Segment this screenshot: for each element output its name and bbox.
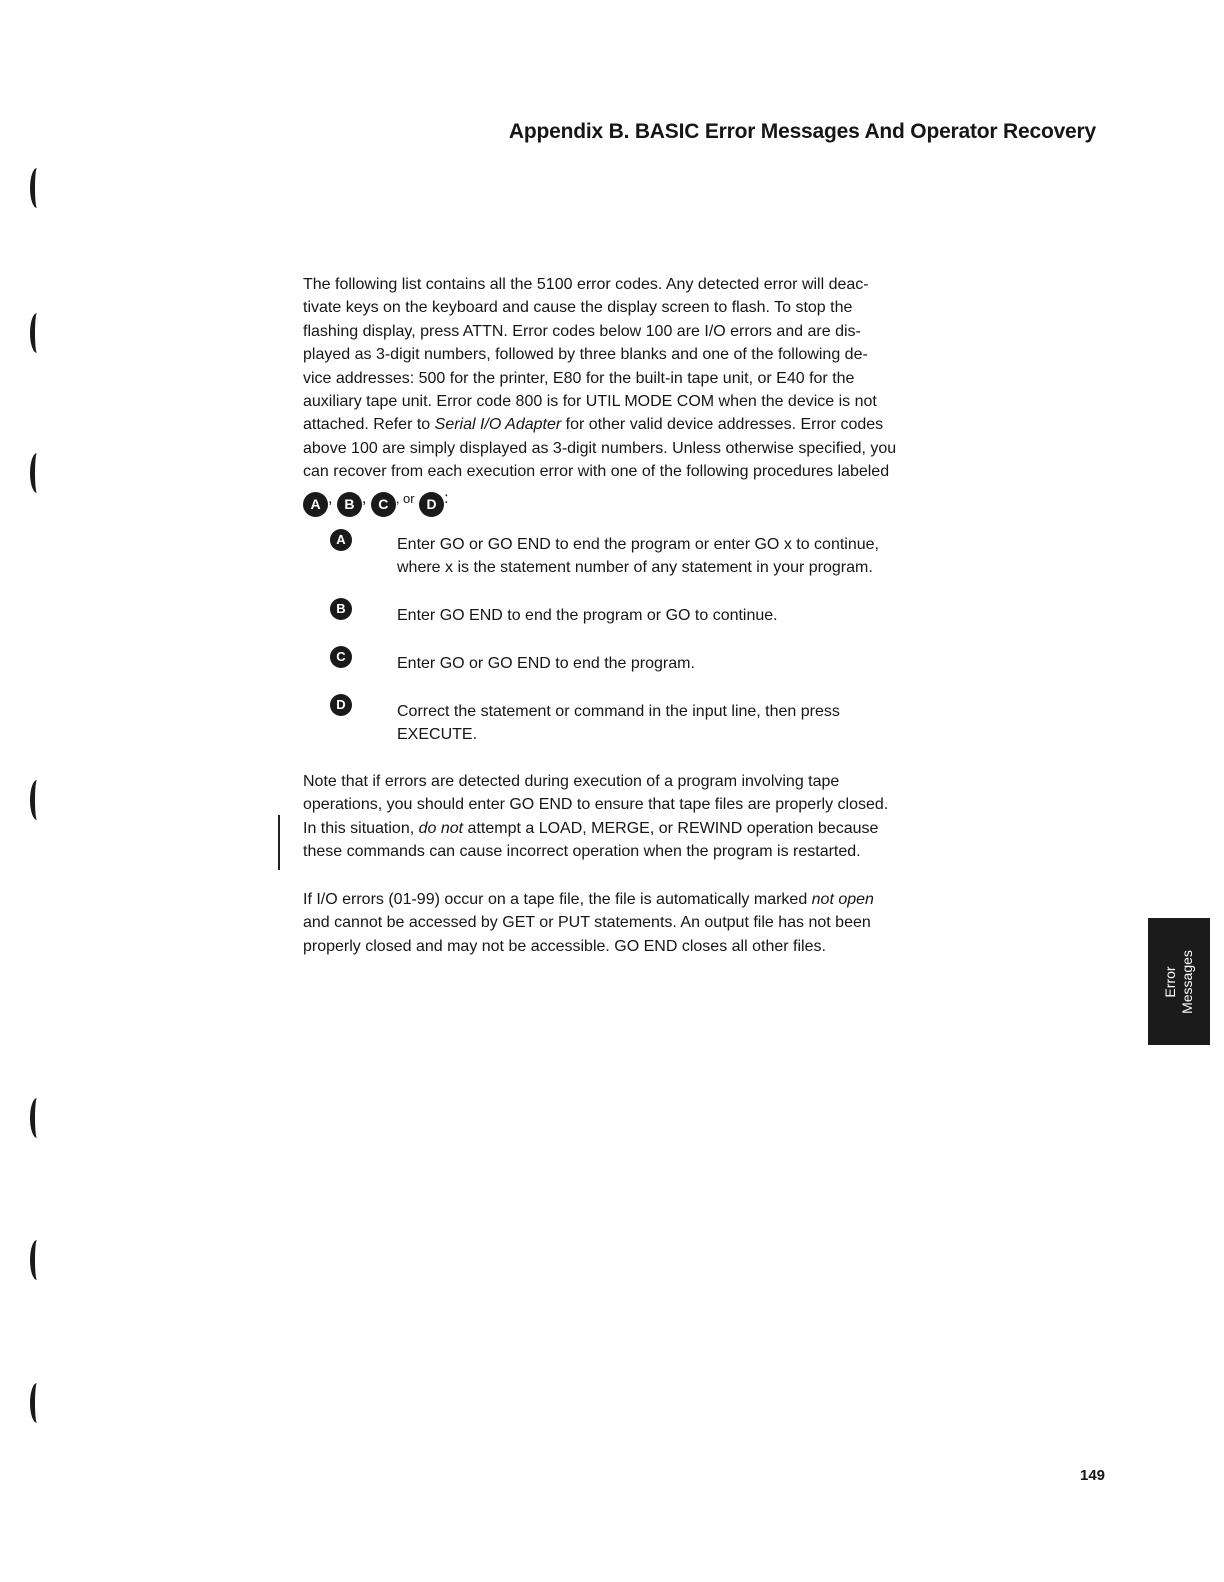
serial-io-adapter-reference: Serial I/O Adapter <box>434 416 562 434</box>
procedure-text <box>397 533 977 580</box>
procedure-line: EXECUTE. <box>397 726 478 744</box>
intro-line: auxiliary tape unit. Error code 800 is for UTIL MODE COM when the device is not <box>303 393 877 411</box>
io-text: If I/O errors (01-99) occur on a tape file, the file is automatically marked <box>303 891 812 908</box>
io-line: properly closed and may not be accessible. GO END closes all other files. <box>303 937 826 955</box>
note-line: Note that if errors are detected during execution of a program involving tape <box>303 773 840 790</box>
binding-mark <box>30 780 44 820</box>
intro-text: attached. Refer to <box>303 416 435 434</box>
intro-line: can recover from each execution error with one of the following procedures labeled <box>303 463 890 481</box>
intro-line: tivate keys on the keyboard and cause the display screen to flash. To stop the <box>303 299 853 317</box>
binding-mark <box>30 1240 44 1280</box>
procedure-labels-line <box>303 487 973 517</box>
section-tab <box>1148 918 1210 1045</box>
note-text: attempt a LOAD, MERGE, or REWIND operation because <box>463 819 879 837</box>
note-line <box>303 817 973 840</box>
note-line: operations, you should enter GO END to ensure that tape files are properly closed. <box>303 796 889 814</box>
do-not-emphasis: do not <box>418 819 464 837</box>
intro-paragraph <box>303 273 973 517</box>
io-line: and cannot be accessed by GET or PUT statements. An output file has not been <box>303 914 871 932</box>
separator: : <box>444 489 449 507</box>
intro-line: flashing display, press ATTN. Error codes below 100 are I/O errors and are dis- <box>303 322 861 340</box>
intro-line: played as 3-digit numbers, followed by three blanks and one of the following de- <box>303 346 868 364</box>
intro-line: vice addresses: 500 for the printer, E80 for the built-in tape unit, or E40 for the <box>303 369 855 387</box>
procedure-d-badge: D <box>330 694 352 716</box>
intro-text: for other valid device addresses. Error codes <box>561 416 884 434</box>
binding-mark <box>30 1383 44 1423</box>
note-text: In this situation, <box>303 819 419 837</box>
procedure-c-badge: C <box>330 646 352 668</box>
separator: , or <box>395 490 415 506</box>
intro-line: above 100 are simply displayed as 3-digit numbers. Unless otherwise specified, you <box>303 439 897 457</box>
binding-mark <box>30 1098 44 1138</box>
tape-note-paragraph <box>303 770 973 864</box>
intro-line <box>303 413 973 436</box>
procedure-line: Enter GO or GO END to end the program or enter GO x to continue, <box>397 536 879 553</box>
intro-line: The following list contains all the 5100 error codes. Any detected error will deac- <box>303 276 869 293</box>
procedure-line: Correct the statement or command in the input line, then press <box>397 703 840 720</box>
not-open-emphasis: not open <box>811 891 874 908</box>
page-title: Appendix B. BASIC Error Messages And Operator Recovery <box>508 120 1096 143</box>
label-d-badge: D <box>419 492 444 517</box>
binding-mark <box>30 313 44 353</box>
note-line: these commands can cause incorrect operation when the program is restarted. <box>303 843 861 861</box>
procedure-text <box>397 700 977 747</box>
procedure-line: where x is the statement number of any statement in your program. <box>397 559 873 577</box>
binding-mark <box>30 168 44 208</box>
revision-bar <box>278 815 280 870</box>
procedure-a-badge: A <box>330 529 352 551</box>
procedure-b-badge: B <box>330 598 352 620</box>
binding-mark <box>30 453 44 493</box>
label-b-badge: B <box>337 492 362 517</box>
separator: , <box>328 489 333 507</box>
procedure-text <box>397 604 977 627</box>
label-a-badge: A <box>303 492 328 517</box>
label-c-badge: C <box>371 492 396 517</box>
separator: , <box>361 489 367 507</box>
io-error-paragraph <box>303 888 973 958</box>
section-tab-label <box>1162 950 1196 1014</box>
tab-line: Messages <box>1179 949 1195 1014</box>
procedure-line: Enter GO or GO END to end the program. <box>397 655 695 672</box>
page-number: 149 <box>1080 1467 1106 1484</box>
io-line <box>303 888 973 911</box>
procedure-line: Enter GO END to end the program or GO to continue. <box>397 607 778 624</box>
tab-line: Error <box>1162 965 1178 998</box>
procedure-text <box>397 652 977 675</box>
